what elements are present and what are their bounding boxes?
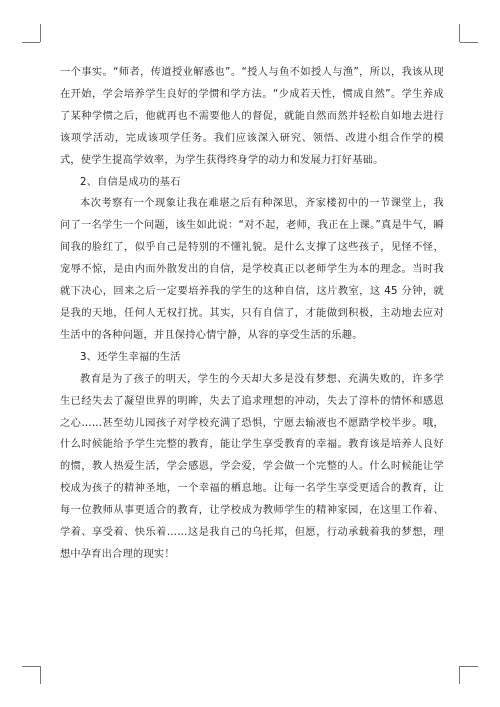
crop-mark-top-left bbox=[22, 42, 40, 43]
section-heading-confidence: 2、自信是成功的基石 bbox=[80, 176, 181, 188]
paragraph-confidence: 本次考察有一个现象让我在难堪之后有种深思，齐家楼初中的一节课堂上，我问了一名学生一个问题，该生如此说：“对不起，老师，我正在上课。”真是牛气，瞬间我的脸红了，似乎自己是特别的不懂礼貌。是什么支撑了这些孩子，见怪不怪，宠辱不惊，是由内而外散发出的自信，是学校真正以老师学生为本的理念。当时我就下决心，回来之后一定要培养我的学生的这种自信，这片教室，这 45 分钟，就是我的天地，任何人无权打扰。其实，只有自信了，才能做到积极，主动地去应对生活中的各种问题，并且保持心情宁静，从容的享受生活的乐趣。 bbox=[60, 198, 444, 341]
crop-mark-bottom-left bbox=[40, 666, 41, 684]
crop-mark-bottom-right bbox=[459, 666, 460, 684]
paragraph-habits: 一个事实。“师者，传道授业解惑也”。“授人与鱼不如授人与渔”，所以，我该从现在开始，学会培养学生良好的学惯和学方法。“少成若天性，惯成自然”。学生养成了某种学惯之后，他就再也不需要他人的督促，就能自然而然并轻松自如地去进行该项学活动，完成该项学任务。我们应该深入研究、领悟、改进小组合作学的模式，使学生提高学效率，为学生获得终身学的动力和发展力打好基础。 bbox=[60, 67, 444, 166]
section-heading-happy-life: 3、还学生幸福的生活 bbox=[80, 351, 181, 363]
paragraph-happy-life: 教育是为了孩子的明天，学生的今天却大多是没有梦想、充满失败的，许多学生已经失去了凝望世界的明眸，失去了追求理想的冲动，失去了淳朴的情怀和感恩之心……甚至幼儿园孩子对学校充满了恐惧，宁愿去输液也不愿踏学校半步。哦，什么时候能给予学生完整的教育，能让学生享受教育的幸福。教育该是培养人良好的惯，教人热爱生活，学会感恩，学会爱，学会做一个完整的人。什么时候能让学校成为孩子的精神圣地，一个幸福的栖息地。让每一名学生享受更适合的教育，让每一位教师从事更适合的教育，让学校成为教师学生的精神家园，在这里工作着、学着、享受着、快乐着……这是我自己的乌托邦，但愿，行动承载着我的梦想，理想中孕育出合理的现实！ bbox=[60, 373, 444, 560]
crop-mark-bottom-left bbox=[22, 666, 40, 667]
crop-mark-top-right bbox=[460, 42, 478, 43]
document-body bbox=[60, 62, 444, 566]
crop-mark-top-left bbox=[40, 24, 41, 42]
crop-mark-top-right bbox=[459, 24, 460, 42]
crop-mark-bottom-right bbox=[460, 666, 478, 667]
